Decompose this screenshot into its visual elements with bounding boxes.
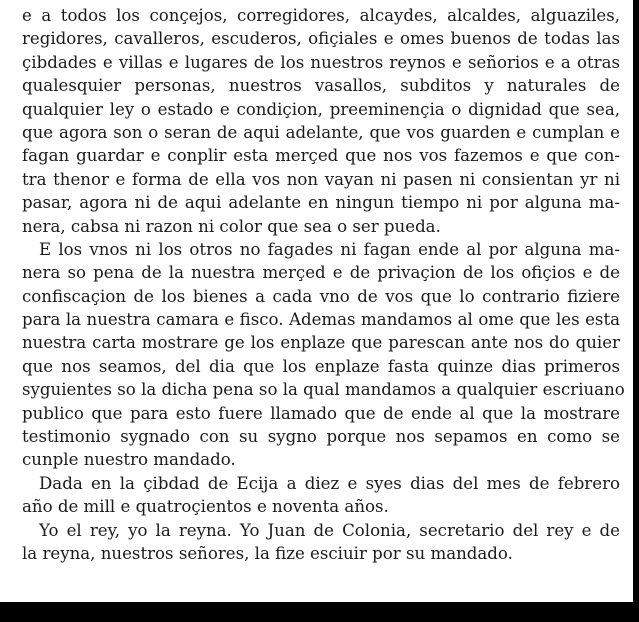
text-line: syguientes so la dicha pena so la qual mandamos a qualquier escriuano [22, 380, 625, 400]
text-line: fagan guardar e conplir esta merçed que nos vos fazemos e que con- [22, 146, 620, 166]
text-line: publico que para esto fuere llamado que de ende al que la mostrare [22, 403, 620, 423]
text-line: qualesquier personas, nuestros vasallos, subditos y naturales de [22, 76, 620, 96]
text-line: testimonio sygnado con su sygno porque nos sepamos en como se [22, 427, 620, 447]
text-line: e a todos los conçejos, corregidores, alcaydes, alcaldes, alguaziles, [22, 6, 620, 25]
text-line: que nos seamos, del dia que los enplaze fasta quinze dias primeros [22, 356, 620, 376]
text-line: çibdades e villas e lugares de los nuestros reynos e señorios e a otras [22, 52, 620, 72]
text-line: año de mill e quatroçientos e noventa años. [22, 497, 389, 517]
paragraph-start-line: Dada en la çibdad de Ecija a diez e syes dias del mes de febrero [39, 473, 620, 493]
text-line: nera, cabsa ni razon ni color que sea o ser pueda. [22, 216, 441, 236]
text-line: nuestra carta mostrare ge los enplaze que parescan ante nos do quier [22, 333, 620, 353]
text-line: regidores, cavalleros, escuderos, ofiçiales e omes buenos de todas las [22, 29, 620, 49]
paragraph-start-line: Yo el rey, yo la reyna. Yo Juan de Colonia, secretario del rey e de [39, 520, 620, 540]
scan-edge-shadow [633, 0, 639, 602]
text-line: pasar, agora ni de aqui adelante en ningun tiempo ni por alguna ma- [22, 193, 620, 213]
text-line: que agora son o seran de aqui adelante, que vos guarden e cumplan e [22, 122, 620, 142]
text-line: nera so pena de la nuestra merçed e de privaçion de los ofiçios e de [22, 263, 620, 283]
paragraph-start-line: E los vnos ni los otros no fagades ni fagan ende al por alguna ma- [39, 239, 620, 259]
text-line: la reyna, nuestros señores, la fize esciuir por su mandado. [22, 543, 513, 563]
text-line: cunple nuestro mandado. [22, 450, 236, 470]
text-line: confiscaçion de los bienes a cada vno de vos que lo contrario fiziere [22, 286, 620, 306]
text-line: tra thenor e forma de ella vos non vayan ni pasen ni consientan yr ni [22, 169, 620, 189]
text-line: para la nuestra camara e fisco. Ademas mandamos al ome que les esta [22, 310, 620, 330]
scan-bottom-border [0, 602, 639, 622]
text-line: qualquier ley o estado e condiçion, preeminençia o dignidad que sea, [22, 99, 620, 119]
document-text [22, 4, 625, 565]
